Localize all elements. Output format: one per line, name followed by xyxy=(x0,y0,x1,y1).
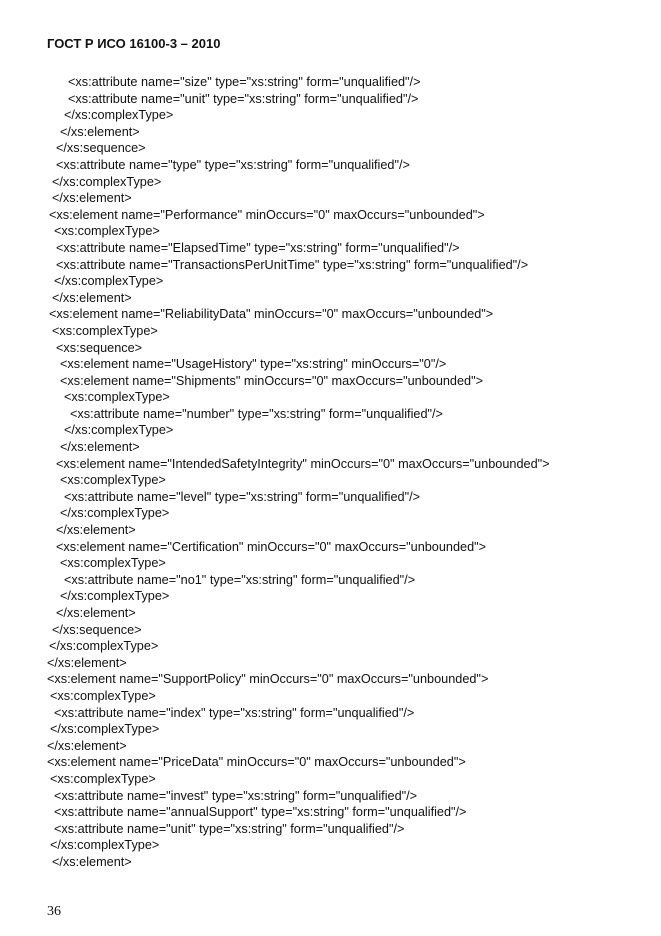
code-line: <xs:attribute name="index" type="xs:string" form="unqualified"/> xyxy=(54,705,415,720)
code-line: </xs:element> xyxy=(60,440,140,455)
code-line: </xs:element> xyxy=(56,523,136,538)
code-line: </xs:element> xyxy=(60,124,140,139)
code-line: <xs:attribute name="unit" type="xs:string" form="unqualified"/> xyxy=(68,91,419,106)
code-line: </xs:complexType> xyxy=(54,274,164,289)
code-line: </xs:complexType> xyxy=(64,108,174,123)
code-line: <xs:element name="Certification" minOccurs="0" maxOccurs="unbounded"> xyxy=(56,539,487,554)
page-number: 36 xyxy=(47,904,61,919)
code-line: <xs:complexType> xyxy=(60,473,166,488)
code-line: <xs:element name="SupportPolicy" minOccurs="0" maxOccurs="unbounded"> xyxy=(47,672,489,687)
code-line: </xs:complexType> xyxy=(49,639,159,654)
code-line: <xs:attribute name="no1" type="xs:string" form="unqualified"/> xyxy=(64,572,416,587)
code-line: </xs:element> xyxy=(52,191,132,206)
code-line: <xs:attribute name="size" type="xs:string" form="unqualified"/> xyxy=(68,75,421,89)
code-line: <xs:attribute name="annualSupport" type="xs:string" form="unqualified"/> xyxy=(54,805,467,820)
code-line: <xs:element name="ReliabilityData" minOccurs="0" maxOccurs="unbounded"> xyxy=(49,307,494,322)
code-line: </xs:element> xyxy=(52,290,132,305)
code-line: <xs:attribute name="ElapsedTime" type="xs:string" form="unqualified"/> xyxy=(56,240,460,255)
code-line: </xs:complexType> xyxy=(50,722,160,737)
code-line: <xs:attribute name="invest" type="xs:string" form="unqualified"/> xyxy=(54,788,418,803)
code-line: <xs:element name="UsageHistory" type="xs:string" minOccurs="0"/> xyxy=(60,357,447,372)
code-line: </xs:element> xyxy=(47,738,127,753)
code-line: <xs:attribute name="type" type="xs:string" form="unqualified"/> xyxy=(56,157,410,172)
code-line: <xs:complexType> xyxy=(54,224,160,239)
code-line: <xs:attribute name="unit" type="xs:string" form="unqualified"/> xyxy=(54,821,405,836)
code-line: </xs:complexType> xyxy=(52,174,162,189)
code-line: <xs:attribute name="TransactionsPerUnitTime" type="xs:string" form="unqualified"/> xyxy=(56,257,529,272)
code-line: </xs:complexType> xyxy=(60,506,170,521)
code-line: <xs:element name="IntendedSafetyIntegrity" minOccurs="0" maxOccurs="unbounded"> xyxy=(56,456,550,471)
code-line: <xs:attribute name="level" type="xs:string" form="unqualified"/> xyxy=(64,489,421,504)
code-line: </xs:complexType> xyxy=(60,589,170,604)
code-line: </xs:element> xyxy=(52,854,132,869)
code-line: </xs:sequence> xyxy=(56,141,146,156)
code-line: </xs:complexType> xyxy=(64,423,174,438)
code-line: </xs:sequence> xyxy=(52,622,142,637)
code-line: </xs:element> xyxy=(56,606,136,620)
code-line: <xs:element name="PriceData" minOccurs="0" maxOccurs="unbounded"> xyxy=(47,755,466,770)
document-header: ГОСТ Р ИСО 16100-3 – 2010 xyxy=(47,36,221,51)
code-line: <xs:complexType> xyxy=(50,771,156,786)
code-line: <xs:complexType> xyxy=(60,556,166,571)
code-line: </xs:complexType> xyxy=(50,838,160,853)
code-line: </xs:element> xyxy=(47,655,127,670)
code-line: <xs:complexType> xyxy=(50,688,156,703)
code-line: <xs:attribute name="number" type="xs:string" form="unqualified"/> xyxy=(70,406,443,421)
xml-schema-listing xyxy=(0,74,661,871)
code-line: <xs:complexType> xyxy=(64,390,170,405)
code-line: <xs:sequence> xyxy=(56,340,143,355)
code-line: <xs:complexType> xyxy=(52,323,158,338)
code-line: <xs:element name="Performance" minOccurs="0" maxOccurs="unbounded"> xyxy=(49,207,485,222)
code-line: <xs:element name="Shipments" minOccurs="0" maxOccurs="unbounded"> xyxy=(60,373,484,388)
